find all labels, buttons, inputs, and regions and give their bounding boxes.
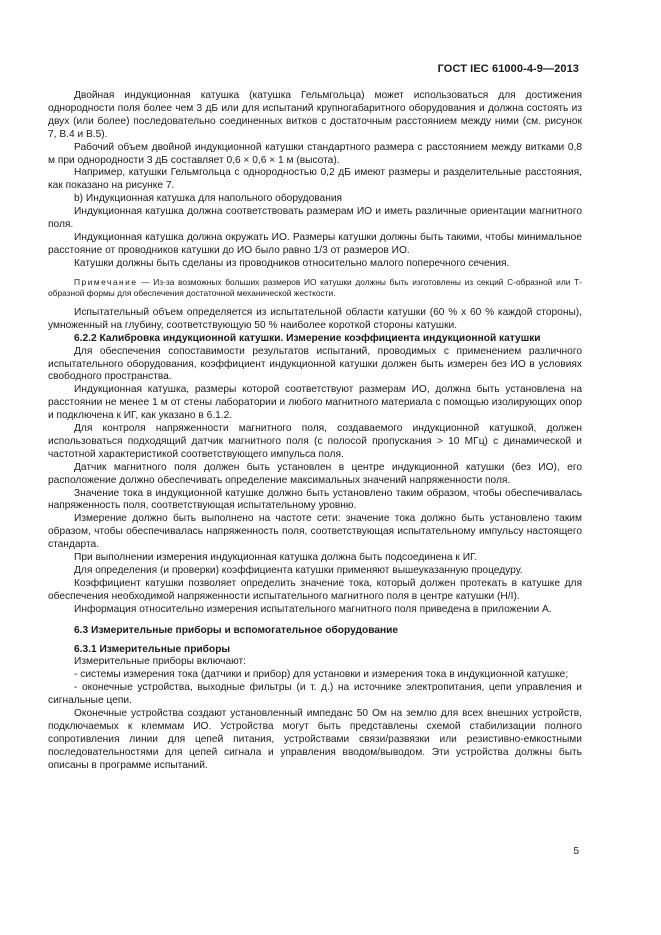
paragraph: Двойная индукционная катушка (катушка Гельмгольца) может использоваться для достижения однородности поля более чем 3 дБ или для испытаний крупногабаритного оборудования и должна состоять из двух (или более) последовательно соединенных витков с достаточным расстоянием между ними (см. рисунок 7, В.4 и В.5). <box>48 90 582 140</box>
paragraph: Индукционная катушка, размеры которой соответствуют размерам ИО, должна быть установлена на расстоянии не менее 1 м от стены лаборатории и любого магнитного материала с помощью изолирующих опор и подключена к ИГ, как указано в 6.1.2. <box>48 384 582 422</box>
paragraph: При выполнении измерения индукционная катушка должна быть подсоединена к ИГ. <box>74 552 478 564</box>
paragraph: Индукционная катушка должна окружать ИО. Размеры катушки должны быть такими, чтобы минимальное расстояние от проводников катушки до ИО было равно 1/3 от размеров ИО. <box>48 231 582 256</box>
document-header: ГОСТ IEC 61000-4-9—2013 <box>437 63 579 75</box>
paragraph: Коэффициент катушки позволяет определить значение тока, который должен протекать в катушке для обеспечения необходимой напряженности испытательного магнитного поля в центре катушки (H/I). <box>48 577 582 602</box>
note-text: — Из-за возможных больших размеров ИО катушки должны быть изготовлены из секций С-образной или Т-образной формы для обеспечения достаточной механической жесткости. <box>48 276 582 299</box>
paragraph: Испытательный объем определяется из испытательной области катушки (60 % х 60 % каждой стороны), умноженный на глубину, соответствующую 50 % наиболее короткой стороны катушки. <box>48 306 582 331</box>
paragraph: Например, катушки Гельмгольца с однородностью 0,2 дБ имеют размеры и разделительные расстояния, как показано на рисунке 7. <box>48 167 582 192</box>
note-label: Примечание <box>74 276 138 287</box>
section-heading-6-2-2: 6.2.2 Калибровка индукционной катушки. Измерение коэффициента индукционной катушки <box>74 332 541 344</box>
paragraph: Значение тока в индукционной катушке должно быть установлено таким образом, чтобы обеспечивалась напряженность поля, соответствующая испытательному уровню. <box>48 487 582 512</box>
paragraph: Измерительные приборы включают: <box>74 656 247 668</box>
note <box>48 277 582 300</box>
paragraph: Для определения (и проверки) коэффициента катушки применяют вышеуказанную процедуру. <box>74 565 523 576</box>
paragraph: Информация относительно измерения испытательного магнитного поля приведена в приложении А. <box>74 603 552 615</box>
paragraph: Индукционная катушка должна соответствовать размерам ИО и иметь различные ориентации магнитного поля. <box>48 206 582 231</box>
paragraph: Катушки должны быть сделаны из проводников относительно малого поперечного сечения. <box>74 257 510 269</box>
section-heading-6-3-1: 6.3.1 Измерительные приборы <box>74 643 231 655</box>
paragraph: Для контроля напряженности магнитного поля, создаваемого индукционной катушкой, должен использоваться подходящий датчик магнитного поля (с полосой пропускания > 10 МГц) с динамической и частотной характеристикой соответствующего импульса поля. <box>48 423 582 460</box>
paragraph: Для обеспечения сопоставимости результатов испытаний, проводимых с применением различного испытательного оборудования, коэффициент индукционной катушки должен быть измерен без ИО в условиях свободного пространства. <box>48 345 582 383</box>
list-item: - оконечные устройства, выходные фильтры (и т. д.) на источнике электропитания, цепи управления и сигнальные цепи. <box>48 682 582 707</box>
paragraph: Измерение должно быть выполнено на частоте сети: значение тока должно быть установлено таким образом, чтобы обеспечивалась напряженность поля, соответствующая испытательному импульсу настоящего стандарта. <box>48 513 582 551</box>
document-body <box>48 90 582 773</box>
page-number: 5 <box>573 846 579 857</box>
paragraph: Оконечные устройства создают установленный импеданс 50 Ом на землю для всех внешних устройств, подключаемых к клеммам ИО. Устройства могут быть представлены схемой стабилизации полного сопротивления линии для цепей питания, устройствами связи/развязки или резистивно-емкостными последовательностями для цепей сигнала и управления вводом/выводом. Эти устройства должны быть описаны в программе испытаний. <box>48 708 582 771</box>
section-heading-6-3: 6.3 Измерительные приборы и вспомогательное оборудование <box>74 624 399 636</box>
paragraph: Датчик магнитного поля должен быть установлен в центре индукционной катушки (без ИО), его расположение должно обеспечивать определение максимальных значений напряженности поля. <box>48 461 582 486</box>
paragraph: Рабочий объем двойной индукционной катушки стандартного размера с расстоянием между витками 0,8 м при однородности 3 дБ составляет 0,6 × 0,6 × 1 м (высота). <box>48 141 582 166</box>
list-item-b: b) Индукционная катушка для напольного оборудования <box>74 193 343 205</box>
list-item: - системы измерения тока (датчики и прибор) для установки и измерения тока в индукционной катушке; <box>74 669 569 681</box>
